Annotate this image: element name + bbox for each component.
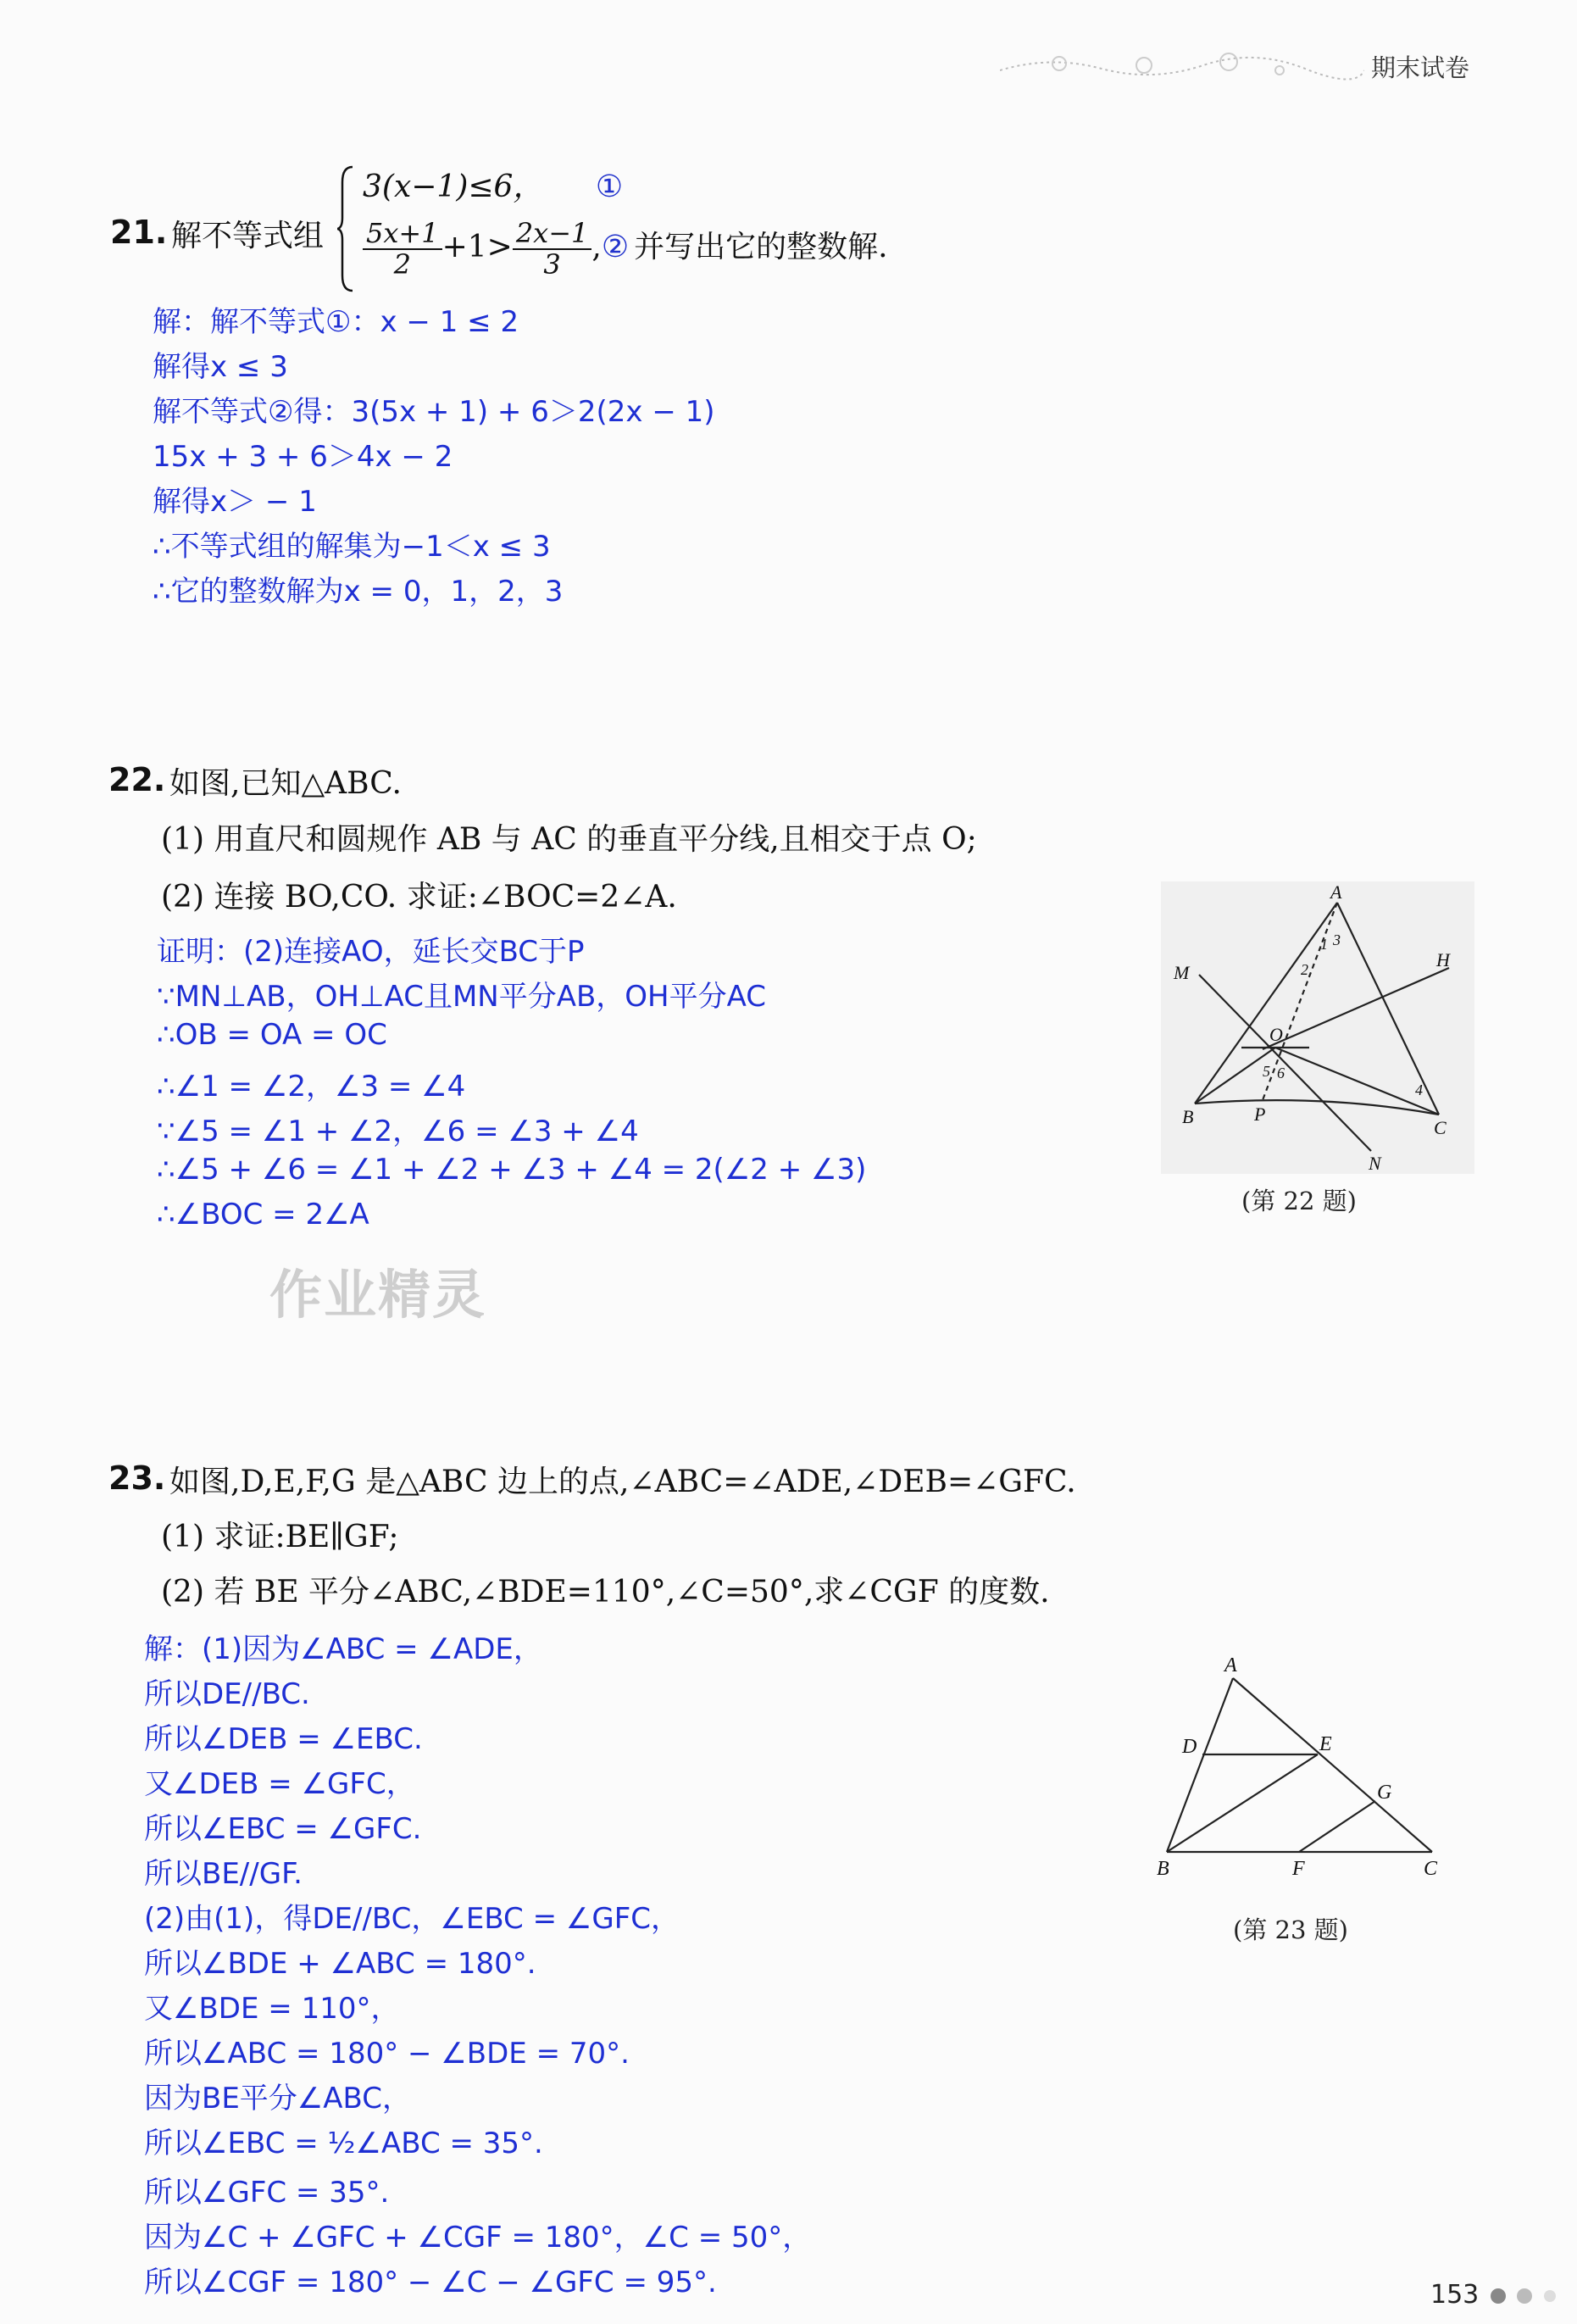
line-OH [1263,968,1449,1049]
answer-line: 解不等式②得：3(5x + 1) + 6＞2(2x − 1) [153,395,715,429]
label-M: M [1174,962,1190,983]
answer-line: ∴它的整数解为x = 0，1，2，3 [153,575,564,609]
page-number-text: 153 [1430,2280,1480,2310]
answer-line: ∴∠5 + ∠6 = ∠1 + ∠2 + ∠3 + ∠4 = 2(∠2 + ∠3) [157,1153,867,1187]
question-22-part2: (2) 连接 BO,CO. 求证:∠BOC=2∠A. [161,880,677,915]
ineq2-middle: +1> [441,230,513,265]
question-22-stem: 如图,已知△ABC. [169,766,402,801]
question-23-number: 23. [108,1459,166,1497]
label-2: 2 [1301,961,1308,978]
question-23-part2: (2) 若 BE 平分∠ABC,∠BDE=110°,∠C=50°,求∠CGF 的度数. [161,1575,1050,1610]
answer-line: (2)由(1)，得DE//BC，∠EBC = ∠GFC， [144,1902,680,1936]
answer-line: 因为BE平分∠ABC， [144,2082,412,2116]
label-3: 3 [1333,931,1341,948]
question-21-number: 21. [110,214,168,251]
ineq2-left-numerator: 5x+1 [363,219,442,250]
answer-line: ∴∠BOC = 2∠A [157,1198,369,1231]
question-21-suffix: 并写出它的整数解. [634,230,888,265]
question-23-part1: (1) 求证:BE∥GF; [161,1520,399,1554]
label-B: B [1182,1106,1194,1127]
label-H: H [1436,949,1450,970]
label-C: C [1424,1858,1438,1880]
answer-line: 所以∠ABC = 180° − ∠BDE = 70°. [144,2037,630,2071]
question-22-number: 22. [108,761,166,798]
label-C: C [1434,1117,1447,1138]
line-MN [1199,975,1371,1151]
page-dot-icon [1491,2288,1506,2304]
figure-23 [1148,1653,1453,1890]
answer-line: 所以∠EBC = ∠GFC. [144,1812,422,1846]
answer-line: 又∠DEB = ∠GFC， [144,1767,415,1801]
answer-line: 解得x＞ − 1 [153,485,317,519]
inequality-1: 3(x−1)≤6， [363,170,544,204]
ineq2-right-denominator: 3 [543,248,561,281]
answer-line: 所以∠EBC = ½∠ABC = 35°. [144,2127,543,2160]
inequality-1-marker: ① [595,170,624,204]
answer-line: 所以∠BDE + ∠ABC = 180°. [144,1947,536,1981]
label-F: F [1292,1858,1305,1880]
question-21-prefix: 解不等式组 [171,219,325,253]
answer-line: 15x + 3 + 6＞4x − 2 [153,440,453,474]
label-E: E [1319,1733,1332,1755]
answer-line: ∴∠1 = ∠2，∠3 = ∠4 [157,1070,466,1104]
label-N: N [1369,1153,1381,1174]
answer-21 [153,298,715,613]
ineq2-left-denominator: 2 [393,248,411,281]
segment-AC [1233,1678,1432,1852]
label-6: 6 [1277,1065,1285,1081]
label-A: A [1330,881,1342,903]
answer-22 [157,928,866,1243]
question-22-part1: (1) 用直尺和圆规作 AB 与 AC 的垂直平分线,且相交于点 O; [161,822,977,857]
label-P: P [1254,1104,1266,1125]
figure-22-caption: (第 22 题) [1241,1187,1357,1215]
answer-line: 所以DE//BC. [144,1677,310,1711]
answer-line: 所以BE//GF. [144,1857,303,1891]
label-4: 4 [1415,1081,1423,1098]
label-A: A [1224,1654,1237,1676]
header-decoration [1000,47,1364,81]
label-D: D [1182,1736,1197,1758]
answer-line: 证明：(2)连接AO，延长交BC于P [157,935,585,969]
page-dot-icon [1544,2290,1556,2302]
answer-line: 因为∠C + ∠GFC + ∠CGF = 180°，∠C = 50°， [144,2221,812,2255]
answer-line: 所以∠DEB = ∠EBC. [144,1722,423,1756]
answer-line: 所以∠CGF = 180° − ∠C − ∠GFC = 95°. [144,2266,717,2299]
answer-line: 解得x ≤ 3 [153,350,288,384]
question-23-stem: 如图,D,E,F,G 是△ABC 边上的点,∠ABC=∠ADE,∠DEB=∠GFC. [169,1465,1076,1499]
label-B: B [1157,1858,1169,1880]
answer-line: ∵MN⊥AB，OH⊥AC且MN平分AB，OH平分AC [157,980,767,1014]
page-dot-icon [1517,2288,1532,2304]
segment-BE [1167,1754,1318,1852]
answer-23 [144,1626,811,2304]
label-5: 5 [1263,1063,1270,1080]
label-O: O [1269,1024,1283,1045]
segment-FG [1299,1801,1375,1852]
figure-22 [1161,881,1474,1174]
label-G: G [1377,1782,1392,1804]
page-number [1430,2280,1556,2310]
segment-BC [1195,1100,1439,1115]
figure-23-caption: (第 23 题) [1233,1915,1348,1944]
label-1: 1 [1320,936,1328,953]
watermark: 作业精灵 [269,1264,487,1326]
answer-line: 所以∠GFC = 35°. [144,2176,390,2210]
answer-line: 又∠BDE = 110°， [144,1992,400,2026]
segment-AC [1337,903,1439,1115]
line-AP [1263,903,1337,1100]
answer-line: ∵∠5 = ∠1 + ∠2，∠6 = ∠3 + ∠4 [157,1115,639,1148]
answer-line: 解：(1)因为∠ABC = ∠ADE， [144,1632,542,1666]
segment-AB [1167,1678,1233,1852]
header-title: 期末试卷 [1371,53,1470,82]
ineq2-right-numerator: 2x−1 [513,219,592,250]
system-brace [337,165,356,292]
answer-line: ∴不等式组的解集为−1＜x ≤ 3 [153,530,551,564]
inequality-2-marker: ② [601,230,630,265]
answer-line: ∴OB = OA = OC [157,1018,387,1052]
answer-line: 解：解不等式①：x − 1 ≤ 2 [153,305,519,339]
